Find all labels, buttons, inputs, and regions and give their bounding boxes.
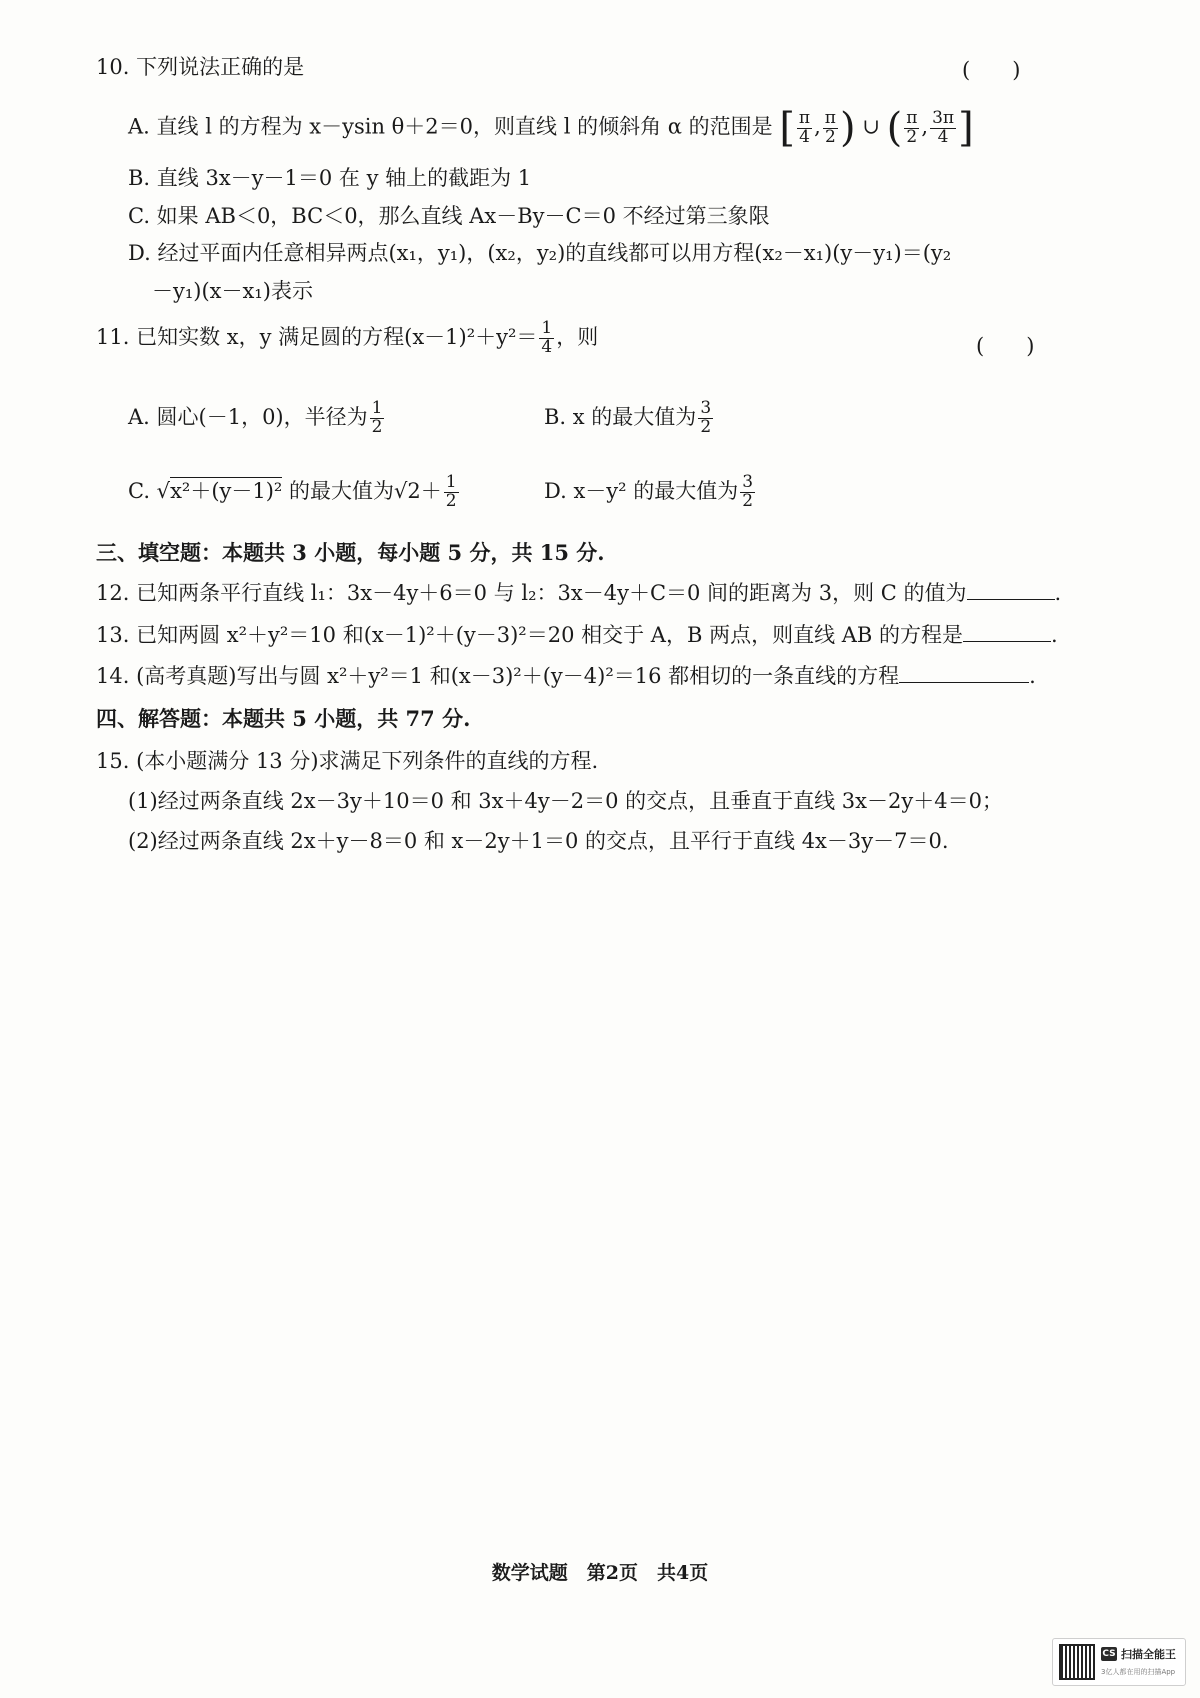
q10-option-a: A. 直线 l 的方程为 x－ysin θ＋2＝0，则直线 l 的倾斜角 α 的范围是 [ $\frac{\pi}{4}$ , $\frac{\pi}{2}$ ) ∪ ( $\frac{\pi}{2}$ , $\frac{3\pi}{4}$ ] <box>128 105 974 151</box>
left-bracket: [ <box>779 105 795 151</box>
q14 <box>96 663 1036 689</box>
q10-option-d-cont: －y₁)(x－x₁)表示 <box>152 279 313 303</box>
sqrt-radicand: x²＋(y－1)² <box>170 478 283 503</box>
fraction <box>930 107 956 147</box>
numerator: 3 <box>742 472 754 492</box>
q15-stem: 15. (本小题满分 13 分)求满足下列条件的直线的方程. <box>96 749 599 773</box>
denominator: 2 <box>824 126 836 147</box>
q10-stem: 10. 下列说法正确的是 <box>96 55 305 79</box>
q11-stem-end: ，则 <box>556 324 599 349</box>
fraction <box>698 400 713 437</box>
numerator: 3 <box>700 398 712 418</box>
q13-text: 13. 已知两圆 x²＋y²＝10 和(x－1)²＋(y－3)²＝20 相交于 A，B 两点，则直线 AB 的方程是 <box>96 623 964 647</box>
numerator: 1 <box>445 472 457 492</box>
numerator: 3π <box>932 107 955 128</box>
q10-option-d: D. 经过平面内任意相异两点(x₁，y₁)，(x₂，y₂)的直线都可以用方程(x₂－x₁)(y－y₁)＝(y₂ <box>128 241 952 265</box>
end-dot: . <box>1029 664 1036 688</box>
qr-code-icon <box>1059 1644 1095 1680</box>
right-paren: ) <box>839 105 856 151</box>
section-4-heading: 四、解答题：本题共 5 小题，共 77 分. <box>96 706 471 731</box>
denominator: 2 <box>445 490 457 511</box>
q11-stem-text: 11. 已知实数 x，y 满足圆的方程(x－1)²＋y²＝ <box>96 324 538 349</box>
answer-blank[interactable] <box>967 581 1055 600</box>
camscanner-logo: CS <box>1102 1649 1116 1659</box>
q10-answer-paren: ( ) <box>962 58 1021 82</box>
scanner-app-name: 扫描全能王 <box>1121 1648 1176 1661</box>
q11-option-a <box>128 400 386 437</box>
q10-option-c: C. 如果 AB＜0，BC＜0，那么直线 Ax－By－C＝0 不经过第三象限 <box>128 204 770 228</box>
denominator: 4 <box>937 126 949 147</box>
fraction <box>370 400 385 437</box>
q10-a-text: A. 直线 l 的方程为 x－ysin θ＋2＝0，则直线 l 的倾斜角 α 的范围是 <box>128 114 773 139</box>
q11-answer-paren: ( ) <box>976 334 1035 358</box>
end-dot: . <box>1054 581 1062 605</box>
numerator: 1 <box>371 398 383 418</box>
answer-blank[interactable] <box>963 623 1051 642</box>
q11-option-d <box>544 474 757 511</box>
numerator: 1 <box>541 318 553 338</box>
fraction <box>539 320 554 357</box>
q11-option-c: C. √x²＋(y－1)² 的最大值为√2＋ $\frac{1}{2}$ <box>128 472 457 511</box>
q11-d-text: D. x－y² 的最大值为 <box>544 478 739 503</box>
fraction <box>904 107 919 147</box>
denominator: 2 <box>742 490 754 511</box>
left-paren: ( <box>886 105 903 151</box>
scanner-tagline: 3亿人都在用的扫描App <box>1101 1668 1176 1676</box>
q11-stem <box>96 320 598 357</box>
section-3-heading: 三、填空题：本题共 3 小题，每小题 5 分，共 15 分. <box>96 540 605 565</box>
end-dot: . <box>1051 623 1058 647</box>
fraction <box>823 107 838 147</box>
union-symbol: ∪ <box>862 114 880 139</box>
q11-a-text: A. 圆心(－1，0)，半径为 <box>128 404 368 429</box>
q12 <box>96 580 1061 606</box>
denominator: 2 <box>906 126 918 147</box>
denominator: 2 <box>371 416 383 437</box>
q10-option-b: B. 直线 3x－y－1＝0 在 y 轴上的截距为 1 <box>128 166 532 190</box>
q11-option-b <box>544 400 715 437</box>
q14-text: 14. (高考真题)写出与圆 x²＋y²＝1 和(x－3)²＋(y－4)²＝16 都相切的一条直线的方程 <box>96 664 900 688</box>
answer-blank[interactable] <box>899 664 1029 683</box>
q11-c-text: 的最大值为√2＋ <box>282 478 442 503</box>
fraction <box>740 474 755 511</box>
q15-part-1: (1)经过两条直线 2x－3y＋10＝0 和 3x＋4y－2＝0 的交点，且垂直于直线 3x－2y＋4＝0； <box>128 789 1003 813</box>
denominator: 2 <box>700 416 712 437</box>
scanner-watermark <box>1052 1638 1186 1686</box>
q11-c-label: C. <box>128 478 157 503</box>
denominator: 4 <box>541 336 553 357</box>
denominator: 4 <box>799 126 810 147</box>
q12-text: 12. 已知两条平行直线 l₁：3x－4y＋6＝0 与 l₂：3x－4y＋C＝0 间的距离为 3，则 C 的值为 <box>96 581 967 605</box>
numerator: π <box>824 107 836 128</box>
numerator: π <box>798 107 811 128</box>
numerator: π <box>906 107 918 128</box>
q13 <box>96 622 1058 648</box>
fraction <box>444 474 459 511</box>
q15-part-2: (2)经过两条直线 2x＋y－8＝0 和 x－2y＋1＝0 的交点，且平行于直线 4x－3y－7＝0. <box>128 829 949 853</box>
page-footer: 数学试题 第2页 共4页 <box>491 1562 709 1584</box>
q11-b-text: B. x 的最大值为 <box>544 404 697 429</box>
fraction <box>797 107 812 147</box>
right-bracket: ] <box>958 105 974 151</box>
